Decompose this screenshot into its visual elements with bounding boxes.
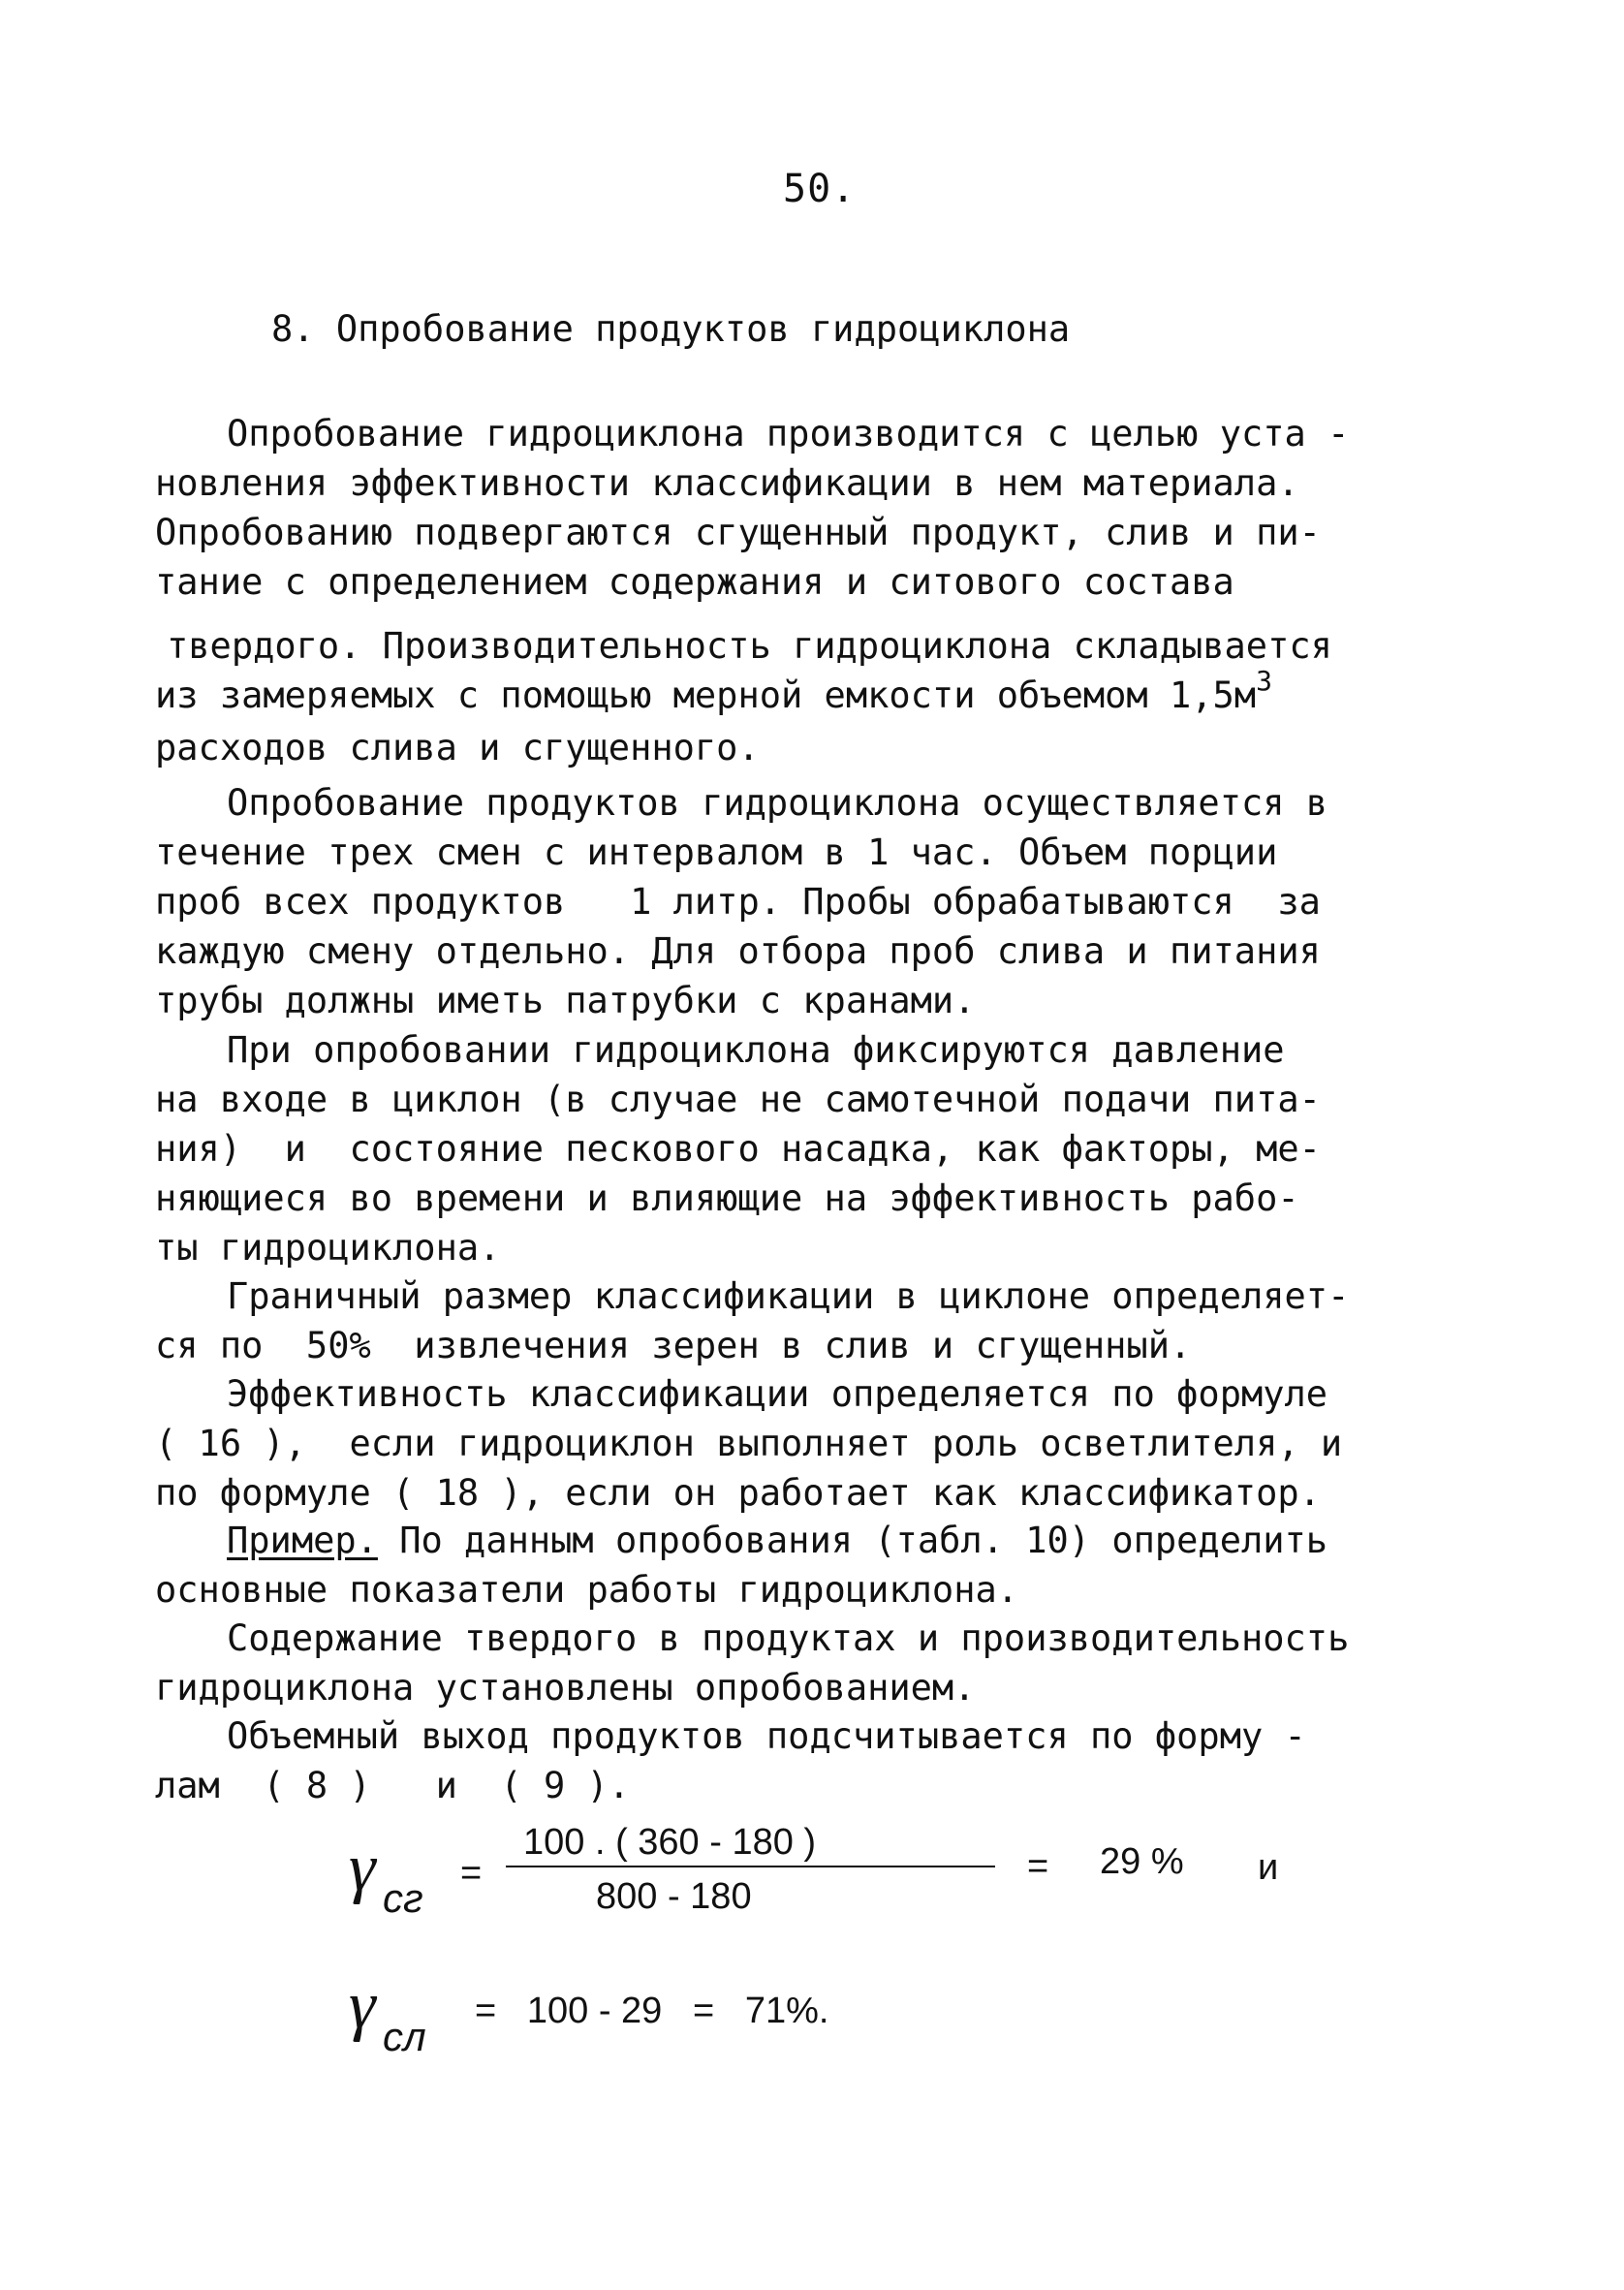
section-title: 8. Опробование продуктов гидроциклона [271, 308, 1071, 350]
fraction-denominator: 800 - 180 [596, 1876, 752, 1917]
text-line: Граничный размер классификации в циклоне определяет- [227, 1275, 1350, 1317]
paragraph-volume-yield [155, 1711, 1492, 1810]
text-line: течение трех смен с интервалом в 1 час. Объем порции [155, 831, 1278, 873]
text-line: расходов слива и сгущенного. [155, 727, 760, 769]
text-line: новления эффективности классификации в нем материала. [155, 462, 1299, 504]
subscript-cg: сг [383, 1875, 423, 1921]
fraction-numerator: 100 . ( 360 - 180 ) [523, 1822, 817, 1863]
subscript-cl: сл [383, 2014, 426, 2059]
paragraph-productivity [155, 621, 1473, 772]
superscript-cube: 3 [1256, 665, 1272, 697]
text-line: При опробовании гидроциклона фиксируются давление [227, 1029, 1285, 1071]
equals-sign: = [1027, 1846, 1049, 1887]
paragraph-sampling-purpose [155, 409, 1492, 607]
text-line [155, 1516, 1492, 1565]
formula-expression: = 100 - 29 = 71%. [475, 1991, 829, 2031]
text-line: ния) и состояние пескового насадка, как факторы, ме- [155, 1128, 1321, 1170]
text-fragment: из замеряемых с помощью мерной емкости объемом 1,5м [155, 674, 1257, 716]
text-line: каждую смену отдельно. Для отбора проб слива и питания [155, 930, 1321, 972]
gamma-symbol: γ [349, 1968, 376, 2043]
text-line: лам ( 8 ) и ( 9 ). [155, 1765, 631, 1806]
text-line: гидроциклона установлены опробованием. [155, 1667, 976, 1709]
text-line: по формуле ( 18 ), если он работает как классификатор. [155, 1472, 1321, 1514]
text-line: Опробование гидроциклона производится с целью уста - [227, 413, 1350, 455]
gamma-symbol: γ [349, 1831, 376, 1905]
text-line: ты гидроциклона. [155, 1227, 501, 1269]
page-number: 50. [783, 167, 857, 211]
text-line: твердого. Производительность гидроциклона складывается [167, 625, 1332, 667]
text-line: тание с определением содержания и ситового состава [155, 561, 1234, 603]
text-line: Эффективность классификации определяется по формуле [227, 1373, 1328, 1415]
text-line: на входе в циклон (в случае не самотечной подачи пита- [155, 1079, 1321, 1120]
fraction-bar [506, 1866, 995, 1867]
text-line [155, 665, 1473, 723]
text-line: ся по 50% извлечения зерен в слив и сгущенный. [155, 1325, 1192, 1366]
paragraph-example [155, 1516, 1492, 1615]
text-line: Опробованию подвергаются сгущенный продукт, слив и пи- [155, 512, 1321, 553]
paragraph-sampling-schedule [155, 778, 1492, 1025]
text-fragment: По данным опробования (табл. 10) определить [377, 1520, 1328, 1561]
conjunction: и [1258, 1847, 1279, 1888]
formula-result: 29 % [1100, 1841, 1184, 1882]
equals-sign: = [460, 1853, 483, 1894]
text-line: проб всех продуктов 1 литр. Пробы обрабатываются за [155, 881, 1321, 923]
paragraph-boundary-size [155, 1271, 1492, 1370]
text-line: основные показатели работы гидроциклона. [155, 1569, 1019, 1611]
paragraph-pressure-fixing [155, 1025, 1492, 1272]
text-line: ( 16 ), если гидроциклон выполняет роль осветлителя, и [155, 1423, 1343, 1464]
text-line: Содержание твердого в продуктах и производительность [227, 1617, 1350, 1659]
text-line: няющиеся во времени и влияющие на эффективность рабо- [155, 1177, 1299, 1219]
paragraph-solid-content [155, 1614, 1492, 1712]
text-line: трубы должны иметь патрубки с кранами. [155, 980, 976, 1021]
example-label: Пример. [227, 1520, 378, 1561]
text-line: Опробование продуктов гидроциклона осуществляется в [227, 782, 1328, 824]
paragraph-efficiency [155, 1369, 1492, 1518]
text-line: Объемный выход продуктов подсчитывается по форму - [227, 1715, 1306, 1757]
